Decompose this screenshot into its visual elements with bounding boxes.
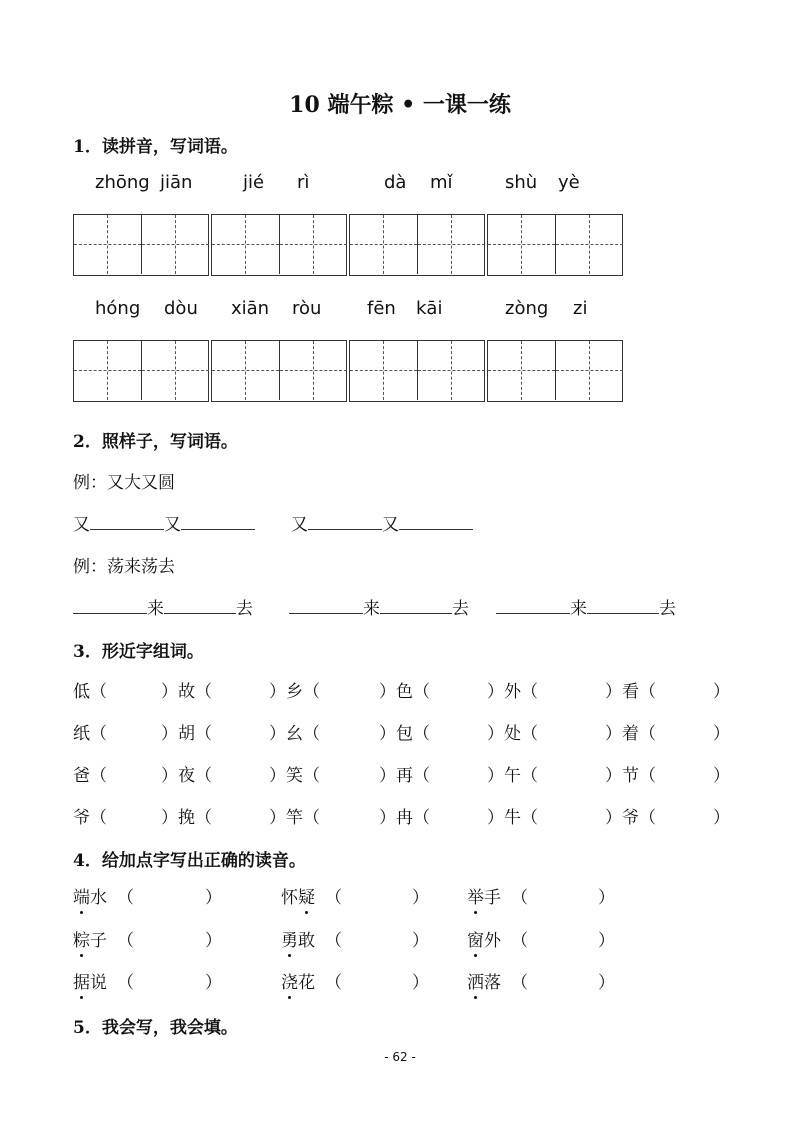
- close-paren[interactable]: ）: [412, 973, 429, 993]
- close-paren[interactable]: ）: [205, 931, 222, 951]
- dotted-char: 窗: [467, 931, 484, 951]
- word-char: 怀: [281, 888, 298, 908]
- word-item: ）幺（: [269, 724, 320, 744]
- word-item: ）看（: [605, 682, 656, 702]
- word-char: 外: [484, 931, 501, 951]
- word-item: ）处（: [487, 724, 538, 744]
- close-paren[interactable]: ）: [412, 888, 429, 908]
- word-char: 说: [90, 973, 107, 993]
- word-item: ）: [713, 724, 730, 744]
- word-item: ）爷（: [605, 808, 656, 828]
- close-paren[interactable]: ）: [598, 973, 615, 993]
- pinyin: hóng: [95, 298, 141, 319]
- word-item: ）包（: [379, 724, 430, 744]
- answer-blank[interactable]: [164, 595, 236, 614]
- answer-blank[interactable]: [73, 595, 147, 614]
- open-paren: （: [325, 888, 342, 908]
- pinyin: mǐ: [430, 172, 453, 193]
- dotted-char: 疑: [298, 888, 315, 908]
- word-item: ）笑（: [269, 766, 320, 786]
- fill-char: 来: [570, 599, 587, 619]
- word-item: ）胡（: [161, 724, 212, 744]
- close-paren[interactable]: ）: [205, 888, 222, 908]
- open-paren: （: [117, 973, 134, 993]
- pronunciation-item: [73, 968, 107, 993]
- open-paren: （: [511, 888, 528, 908]
- pinyin: yè: [558, 172, 580, 193]
- word-row: [0, 677, 800, 701]
- word-item: ）夜（: [161, 766, 212, 786]
- word-item: 爸（: [73, 766, 107, 786]
- pinyin: dòu: [164, 298, 198, 319]
- close-paren[interactable]: ）: [205, 973, 222, 993]
- pinyin: kāi: [416, 298, 443, 319]
- word-char: 水: [90, 888, 107, 908]
- example-text: 例：又大又圆: [73, 473, 175, 493]
- word-item: ）再（: [379, 766, 430, 786]
- pinyin: zi: [573, 298, 588, 319]
- fill-char: 来: [147, 599, 164, 619]
- dotted-char: 粽: [73, 931, 90, 951]
- open-paren: （: [117, 931, 134, 951]
- pronunciation-item: [281, 883, 315, 908]
- dotted-char: 勇: [281, 931, 298, 951]
- page-number: - 62 -: [384, 1050, 416, 1064]
- pronunciation-item: [73, 926, 107, 951]
- pinyin: ròu: [292, 298, 322, 319]
- answer-blank[interactable]: [289, 595, 363, 614]
- pronunciation-item: [73, 883, 107, 908]
- pinyin: rì: [297, 172, 310, 193]
- answer-blank[interactable]: [587, 595, 659, 614]
- pronunciation-item: [281, 926, 315, 951]
- word-row: [0, 803, 800, 827]
- close-paren[interactable]: ）: [412, 931, 429, 951]
- open-paren: （: [511, 931, 528, 951]
- section-5-heading: 5．我会写，我会填。: [73, 1018, 238, 1038]
- word-item: ）: [713, 766, 730, 786]
- word-char: 子: [90, 931, 107, 951]
- pattern-row: [289, 594, 469, 619]
- close-paren[interactable]: ）: [598, 931, 615, 951]
- fill-char: 又: [164, 515, 181, 535]
- answer-blank[interactable]: [380, 595, 452, 614]
- word-item: ）: [713, 682, 730, 702]
- word-item: 纸（: [73, 724, 107, 744]
- word-row: [0, 719, 800, 743]
- section-1-heading: 1．读拼音，写词语。: [73, 137, 238, 157]
- example-text: 例：荡来荡去: [73, 557, 175, 577]
- pinyin: zòng: [505, 298, 549, 319]
- fill-char: 去: [659, 599, 676, 619]
- pronunciation-item: [281, 968, 315, 993]
- fill-char: 又: [382, 515, 399, 535]
- word-char: 敢: [298, 931, 315, 951]
- dotted-char: 洒: [467, 973, 484, 993]
- writing-grid[interactable]: [73, 214, 209, 276]
- word-item: ）: [713, 808, 730, 828]
- word-item: 低（: [73, 682, 107, 702]
- writing-grid[interactable]: [349, 340, 485, 402]
- word-item: ）故（: [161, 682, 212, 702]
- pattern-row: [291, 510, 473, 535]
- writing-grid[interactable]: [211, 340, 347, 402]
- open-paren: （: [117, 888, 134, 908]
- pinyin: fēn: [367, 298, 396, 319]
- dotted-char: 端: [73, 888, 90, 908]
- word-item: ）色（: [379, 682, 430, 702]
- pinyin: shù: [505, 172, 538, 193]
- word-row: [0, 761, 800, 785]
- pinyin: xiān: [231, 298, 270, 319]
- writing-grid[interactable]: [349, 214, 485, 276]
- word-item: ）竿（: [269, 808, 320, 828]
- writing-grid[interactable]: [487, 214, 623, 276]
- word-item: ）着（: [605, 724, 656, 744]
- word-item: 爷（: [73, 808, 107, 828]
- answer-blank[interactable]: [399, 511, 473, 530]
- open-paren: （: [511, 973, 528, 993]
- pinyin: jiān: [160, 172, 193, 193]
- pinyin: dà: [384, 172, 407, 193]
- fill-char: 又: [73, 515, 90, 535]
- pattern-row: [73, 510, 255, 535]
- close-paren[interactable]: ）: [598, 888, 615, 908]
- fill-char: 去: [452, 599, 469, 619]
- fill-char: 来: [363, 599, 380, 619]
- writing-grid[interactable]: [487, 340, 623, 402]
- dotted-char: 举: [467, 888, 484, 908]
- writing-grid[interactable]: [73, 340, 209, 402]
- section-4-heading: 4．给加点字写出正确的读音。: [73, 851, 306, 871]
- answer-blank[interactable]: [90, 511, 164, 530]
- answer-blank[interactable]: [181, 511, 255, 530]
- dotted-char: 据: [73, 973, 90, 993]
- pronunciation-item: [467, 883, 501, 908]
- word-char: 花: [298, 973, 315, 993]
- fill-char: 去: [236, 599, 253, 619]
- pinyin: zhōng: [95, 172, 150, 193]
- pattern-row: [73, 594, 253, 619]
- section-2-heading: 2．照样子，写词语。: [73, 432, 238, 452]
- answer-blank[interactable]: [496, 595, 570, 614]
- section-3-heading: 3．形近字组词。: [73, 642, 204, 662]
- answer-blank[interactable]: [308, 511, 382, 530]
- writing-grid[interactable]: [211, 214, 347, 276]
- pronunciation-item: [467, 968, 501, 993]
- word-item: ）外（: [487, 682, 538, 702]
- pinyin: jié: [243, 172, 265, 193]
- word-item: ）节（: [605, 766, 656, 786]
- word-char: 落: [484, 973, 501, 993]
- fill-char: 又: [291, 515, 308, 535]
- open-paren: （: [325, 973, 342, 993]
- dotted-char: 浇: [281, 973, 298, 993]
- word-item: ）挽（: [161, 808, 212, 828]
- word-item: ）冉（: [379, 808, 430, 828]
- word-item: ）乡（: [269, 682, 320, 702]
- word-item: ）午（: [487, 766, 538, 786]
- word-item: ）牛（: [487, 808, 538, 828]
- word-char: 手: [484, 888, 501, 908]
- pattern-row: [496, 594, 676, 619]
- open-paren: （: [325, 931, 342, 951]
- page-title: 10 端午粽 • 一课一练: [289, 92, 511, 118]
- pronunciation-item: [467, 926, 501, 951]
